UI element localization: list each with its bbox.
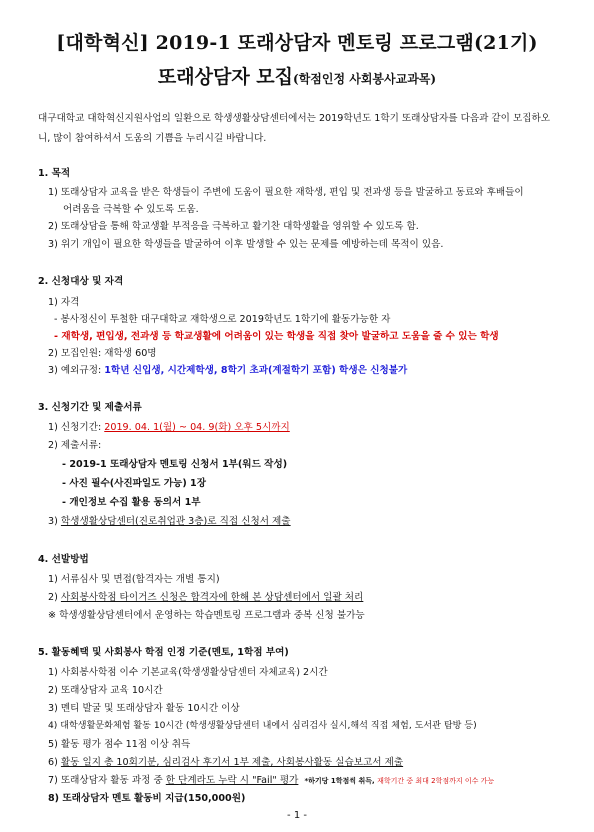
section-3-item-1-label: 1) 신청기간: [48, 422, 105, 433]
section-2-item-1a: - 봉사정신이 투철한 대구대학교 재학생으로 2019학년도 1학기에 활동가능한 자 [54, 314, 391, 325]
section-1-item-2: 2) 또래상담을 통해 학교생활 부적응을 극복하고 활기찬 대학생활을 영위할 수 있도록 함. [48, 221, 419, 232]
section-3-item-2: 2) 제출서류: [48, 440, 102, 451]
section-3-doc-1: - 2019-1 또래상담자 멘토링 신청서 1부(워드 작성) [62, 459, 288, 470]
section-3-doc-3: - 개인정보 수집 활용 동의서 1부 [62, 497, 201, 508]
section-5-item-2: 2) 또래상담자 교육 10시간 [48, 685, 163, 696]
section-3-item-1 [48, 419, 290, 433]
intro-paragraph: 대구대학교 대학혁신지원사업의 일환으로 학생생활상담센터에서는 2019학년도 1학기 또래상담자를 다음과 같이 모집하오니, 많이 참여하셔서 도움의 기쁨을 누리시길 바랍니다. [38, 113, 551, 144]
section-5-item-5: 5) 활동 평가 점수 11점 이상 취득 [48, 739, 191, 750]
section-4-note: ※ 학생생활상담센터에서 운영하는 학습멘토링 프로그램과 중복 신청 불가능 [48, 610, 365, 621]
section-5-credit-limit: 재학기간 중 최대 2학점까지 이수 가능 [377, 777, 495, 785]
section-5-item-7-label: 7) 또래상담자 활동 과정 중 [48, 775, 166, 786]
section-5-report-requirement: 활동 일지 총 10회기분, 심리검사 후기서 1부 제출, 사회봉사활동 실습보고서 제출 [60, 757, 404, 768]
section-2-item-3 [48, 362, 407, 376]
section-4-item-2 [48, 589, 363, 603]
section-5-item-6 [48, 754, 403, 768]
section-1-item-1-cont: 어려움을 극복할 수 있도록 도움. [63, 204, 199, 215]
section-2-heading: 2. 신청대상 및 자격 [38, 276, 124, 287]
section-3-doc-2: - 사진 필수(사진파일도 가능) 1장 [62, 478, 206, 489]
section-5-item-6-label: 6) [48, 757, 61, 768]
page-number: - 1 - [287, 810, 307, 821]
section-5-credit-note: *하기당 1학점씩 취득, [304, 777, 378, 785]
application-period: 2019. 04. 1(월) ~ 04. 9(화) 오후 5시까지 [104, 422, 290, 433]
section-4-item-1: 1) 서류심사 및 면접(합격자는 개별 통지) [48, 574, 220, 585]
section-5-heading: 5. 활동혜택 및 사회봉사 학점 인정 기준(멘토, 1학점 부여) [38, 647, 289, 658]
section-3-heading: 3. 신청기간 및 제출서류 [38, 402, 142, 413]
section-3-submission: 학생생활상담센터(진로취업관 3층)로 직접 신청서 제출 [60, 516, 291, 527]
section-5-item-4: 4) 대학생활문화체험 활동 10시간 (학생생활상담센터 내에서 심리검사 실시,해석 직접 체험, 도서관 탐방 등) [48, 721, 477, 731]
section-5-item-1: 1) 사회봉사학점 이수 기본교육(학생생활상담센터 자체교육) 2시간 [48, 667, 328, 678]
section-2-item-3-label: 3) 예외규정: [48, 365, 105, 376]
section-4-item-2-label: 2) [48, 592, 61, 603]
section-4-heading: 4. 선발방법 [38, 554, 89, 565]
section-5-item-3: 3) 멘티 발굴 및 또래상담자 활동 10시간 이상 [48, 703, 240, 714]
document-subtitle [0, 62, 594, 89]
subtitle-note: (학점인정 사회봉사교과목) [293, 72, 437, 86]
section-3-item-3 [48, 513, 291, 527]
section-1-heading: 1. 목적 [38, 168, 71, 179]
section-1-item-1: 1) 또래상담자 교육을 받은 학생들이 주변에 도움이 필요한 재학생, 편입 및 전과생 등을 발굴하고 동료와 후배들이 [48, 187, 524, 198]
document-title: [대학혁신] 2019-1 또래상담자 멘토링 프로그램(21기) [56, 32, 538, 54]
section-2-item-1b: - 재학생, 편입생, 전과생 등 학교생활에 어려움이 있는 학생을 직접 찾아 발굴하고 도움을 줄 수 있는 학생 [54, 331, 499, 342]
section-4-processing: 사회봉사학점 타이거즈 신청은 합격자에 한해 본 상담센터에서 일괄 처리 [60, 592, 364, 603]
section-2-item-3-exception: 1학년 신입생, 시간제학생, 8학기 초과(계절학기 포함) 학생은 신청불가 [104, 365, 408, 376]
section-3-item-3-label: 3) [48, 516, 61, 527]
section-5-item-7 [48, 772, 494, 786]
section-5-fail-rule: 한 단계라도 누락 시 "Fail" 평가 [165, 775, 299, 786]
section-2-item-2: 2) 모집인원: 재학생 60명 [48, 348, 157, 359]
subtitle-main: 또래상담자 모집 [157, 66, 294, 88]
section-1-item-3: 3) 위기 개입이 필요한 학생들을 발굴하여 이후 발생할 수 있는 문제를 예방하는데 목적이 있음. [48, 239, 444, 250]
section-2-item-1: 1) 자격 [48, 297, 80, 308]
section-5-item-8: 8) 또래상담자 멘토 활동비 지급(150,000원) [48, 793, 246, 804]
